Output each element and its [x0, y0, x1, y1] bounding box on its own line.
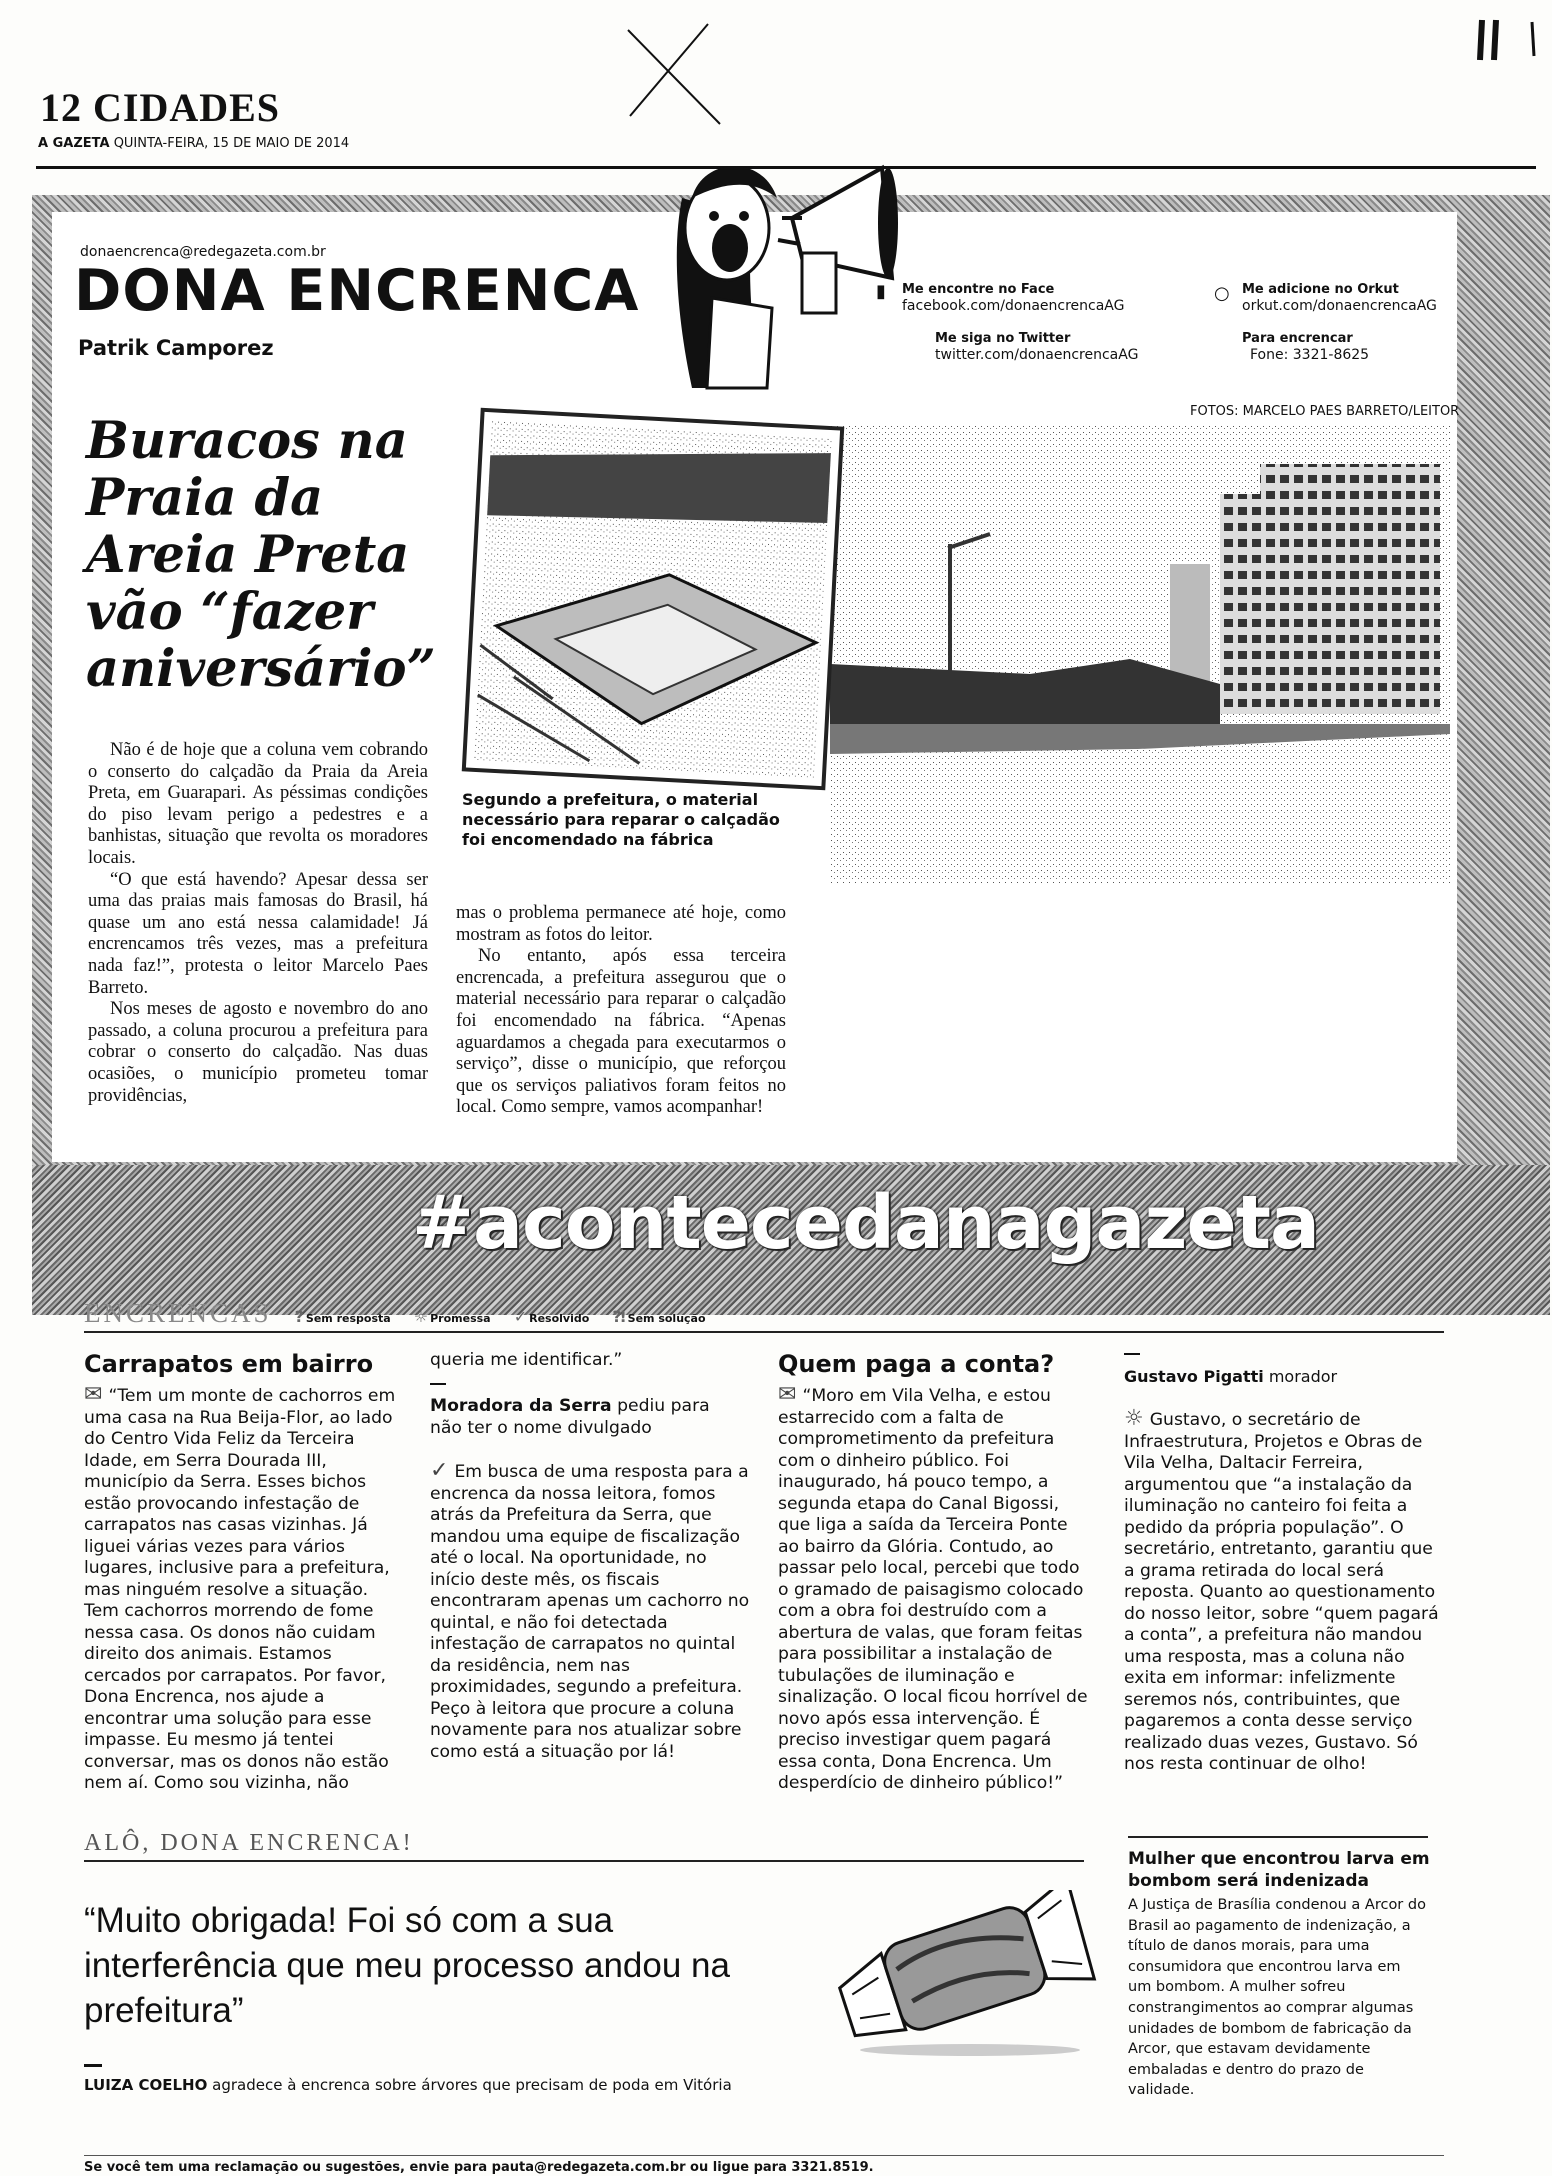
promise-sun-icon: ☼ [1124, 1406, 1144, 1431]
section-name: CIDADES [93, 85, 281, 130]
quote-attribution: LUIZA COELHO agradece à encrenca sobre árvores que precisam de poda em Vitória [84, 2076, 732, 2094]
story1-title: Carrapatos em bairro [84, 1350, 374, 1378]
photo-caption: Segundo a prefeitura, o material necessário para reparar o calçadão foi encomendado na fábrica [462, 790, 780, 849]
column-author: Patrik Camporez [78, 336, 274, 360]
legend-sem-solucao: ⁈ Sem solução [612, 1307, 706, 1326]
pen-x-mark-icon [620, 20, 730, 130]
bonbon-illustration [820, 1890, 1110, 2060]
column-title: DONA ENCRENCA [74, 258, 640, 324]
signer-rule [430, 1383, 446, 1385]
contact-twitter[interactable]: Me siga no Twitter twitter.com/donaencrencaAG [935, 331, 1139, 363]
reader-quote: “Muito obrigada! Foi só com a sua interferência que meu processo andou na prefeitura” [84, 1901, 730, 2030]
dateline [38, 136, 349, 151]
signer-rule [1124, 1353, 1140, 1355]
contact-phone[interactable]: Para encrencar Fone: 3321-8625 [1242, 331, 1370, 363]
question-icon: ? [294, 1307, 304, 1326]
scan-marks-icon [1474, 16, 1544, 66]
story2-complaint: ✉ “Moro em Vila Velha, e estou estarrecido com a falta de comprometimento da prefeitura com o dinheiro público. Foi inaugurado, há pouco tempo, a segunda etapa do Canal Bigossi, que liga a saída da Terceira Ponte ao bairro da Glória. Contudo, ao passar pelo local, percebi que todo o gramado de paisagismo colocado com a obra foi destruído com a abertura de valas, que foram feitas para possibilitar a instalação de tubulações de iluminação e sinalização. O local ficou horrível de novo após essa intervenção. É preciso investigar quem pagará essa conta, Dona Encrenca. Um desperdício de dinheiro público!” [778, 1382, 1088, 1793]
page-number: 12 [40, 85, 82, 130]
main-headline: Buracos na Praia da Areia Preta vão “fazer aniversário” [86, 411, 436, 699]
contact-face[interactable]: ▮ Me encontre no Face facebook.com/donaencrencaAG [876, 281, 1125, 314]
encrencas-rule [84, 1331, 1444, 1333]
encrencas-legend [84, 1298, 706, 1329]
story2-title: Quem paga a conta? [778, 1350, 1055, 1378]
story2-signer: Gustavo Pigatti morador [1124, 1367, 1338, 1386]
quote-rule [84, 2064, 102, 2067]
page-header [40, 84, 280, 131]
story1-signer: Moradora da Serra pediu para não ter o nome divulgado [430, 1396, 710, 1438]
banner-hashtag: #acontecedanagazeta [412, 1180, 1319, 1266]
envelope-icon: ✉ [778, 1382, 797, 1407]
alo-rule [84, 1860, 1084, 1862]
paper-name: A GAZETA [38, 136, 110, 151]
contact-orkut[interactable]: ○ Me adicione no Orkut orkut.com/donaencrencaAG [1214, 282, 1437, 314]
legend-sem-resposta: ? Sem resposta [294, 1307, 391, 1326]
story-column-1: Não é de hoje que a coluna vem cobrando o conserto do calçadão da Praia da Areia Preta, em Guarapari. As péssimas condições do piso levam perigo a pedestres e a banhistas, situação que revolta os moradores locais. “O que está havendo? Apesar dessa ser uma das praias mais famosas do Brasil, há quase um ano está nessa calamidade! Já encrencamos três vezes, mas a prefeitura nada faz!”, protesta o leitor Marcelo Paes Barreto. Nos meses de agosto e novembro do ano passado, a coluna procurou a prefeitura para cobrar o conserto do calçadão. Nas duas ocasiões, o município prometeu tomar providências, [88, 740, 428, 1106]
story1-complaint-end: queria me identificar.” [430, 1350, 623, 1370]
facebook-icon: ▮ [876, 281, 886, 302]
column-email[interactable]: donaencrenca@redegazeta.com.br [80, 244, 326, 260]
legend-promessa: ☼ Promessa [413, 1307, 491, 1326]
envelope-icon: ✉ [84, 1382, 103, 1407]
photo-credit: FOTOS: MARCELO PAES BARRETO/LEITOR [1190, 404, 1460, 419]
check-icon: ✓ [513, 1307, 528, 1326]
alo-section-title: ALÔ, DONA ENCRENCA! [84, 1830, 414, 1856]
story2-answer: ☼ Gustavo, o secretário de Infraestrutura, Projetos e Obras de Vila Velha, Daltacir Ferreira, argumentou que “a instalação da iluminação no canteiro foi feita a pedido da própria população”. O secretário, entretanto, garantiu que a grama retirada do local será reposta. Quanto ao questionamento do nosso leitor, sobre “quem pagará a conta”, a prefeitura não mandou uma resposta, mas a coluna não exita em informar: infelizmente seremos nós, contribuintes, que pagaremos a conta desse serviço realizado duas vezes, Gustavo. Só nos resta continuar de olho! [1124, 1406, 1439, 1774]
issue-date: QUINTA-FEIRA, 15 DE MAIO DE 2014 [113, 136, 350, 151]
footer-note: Se você tem uma reclamação ou sugestões, envie para pauta@redegazeta.com.br ou ligue para 3321.8519. [84, 2160, 874, 2175]
story-column-2: mas o problema permanece até hoje, como mostram as fotos do leitor. No entanto, após essa terceira encrencada, a prefeitura assegurou que o material necessário para reparar o calçadão foi encomendado na fábrica. “Apenas aguardamos a chegada para executarmos o serviço”, disse o município, que reforçou que os serviços paliativos foram feitos no local. Como sempre, vamos acompanhar! [456, 903, 786, 1118]
encrencas-title: ENCRENCAS [84, 1298, 272, 1328]
orkut-icon: ○ [1214, 283, 1230, 304]
photo-broken-pavement [458, 404, 848, 794]
legend-resolvido: ✓ Resolvido [513, 1307, 590, 1326]
sun-icon: ☼ [413, 1307, 429, 1326]
footer-rule [84, 2155, 1444, 2156]
resolved-check-icon: ✓ [430, 1458, 449, 1483]
sidebar-title: Mulher que encontrou larva em bombom será indenizada [1128, 1849, 1430, 1891]
story1-complaint: ✉ “Tem um monte de cachorros em uma casa na Rua Beija-Flor, ao lado do Centro Vida Feliz da Terceira Idade, em Serra Dourada III, município da Serra. Esses bichos estão provocando infestação de carrapatos nas casas vizinhas. Já liguei várias vezes para vários lugares, inclusive para a prefeitura, mas ninguém resolve a situação. Tem cachorros morrendo de fome nessa casa. Os donos não cuidam direito dos animais. Estamos cercados por carrapatos. Por favor, Dona Encrenca, nos ajude a encontrar uma solução para esse impasse. Eu mesmo já tentei conversar, mas os donos não estão nem aí. Como sou vizinha, não [84, 1382, 396, 1793]
photo-beach-promenade [830, 424, 1450, 884]
story1-answer: ✓ Em busca de uma resposta para a encrenca da nossa leitora, fomos atrás da Prefeitura da Serra, que mandou uma equipe de fiscalização até o local. Na oportunidade, no início deste mês, os fiscais encontraram apenas um cachorro no quintal, e não foi detectada infestação de carrapatos no quintal da residência, nem nas proximidades, segundo a prefeitura. Peço à leitora que procure a coluna novamente para nos atualizar sobre como está a situação por lá! [430, 1458, 750, 1762]
megaphone-woman-illustration [652, 158, 912, 408]
sidebar-rule [1128, 1836, 1428, 1838]
exclamation-icon: ⁈ [612, 1307, 626, 1326]
sidebar-text: A Justiça de Brasília condenou a Arcor do Brasil ao pagamento de indenização, a título de danos morais, para uma consumidora que encontrou larva em um bombom. A mulher sofreu constrangimentos ao comprar algumas unidades de bombom de fabricação da Arcor, que estavam devidamente embaladas e dentro do prazo de validade. [1128, 1897, 1426, 2099]
